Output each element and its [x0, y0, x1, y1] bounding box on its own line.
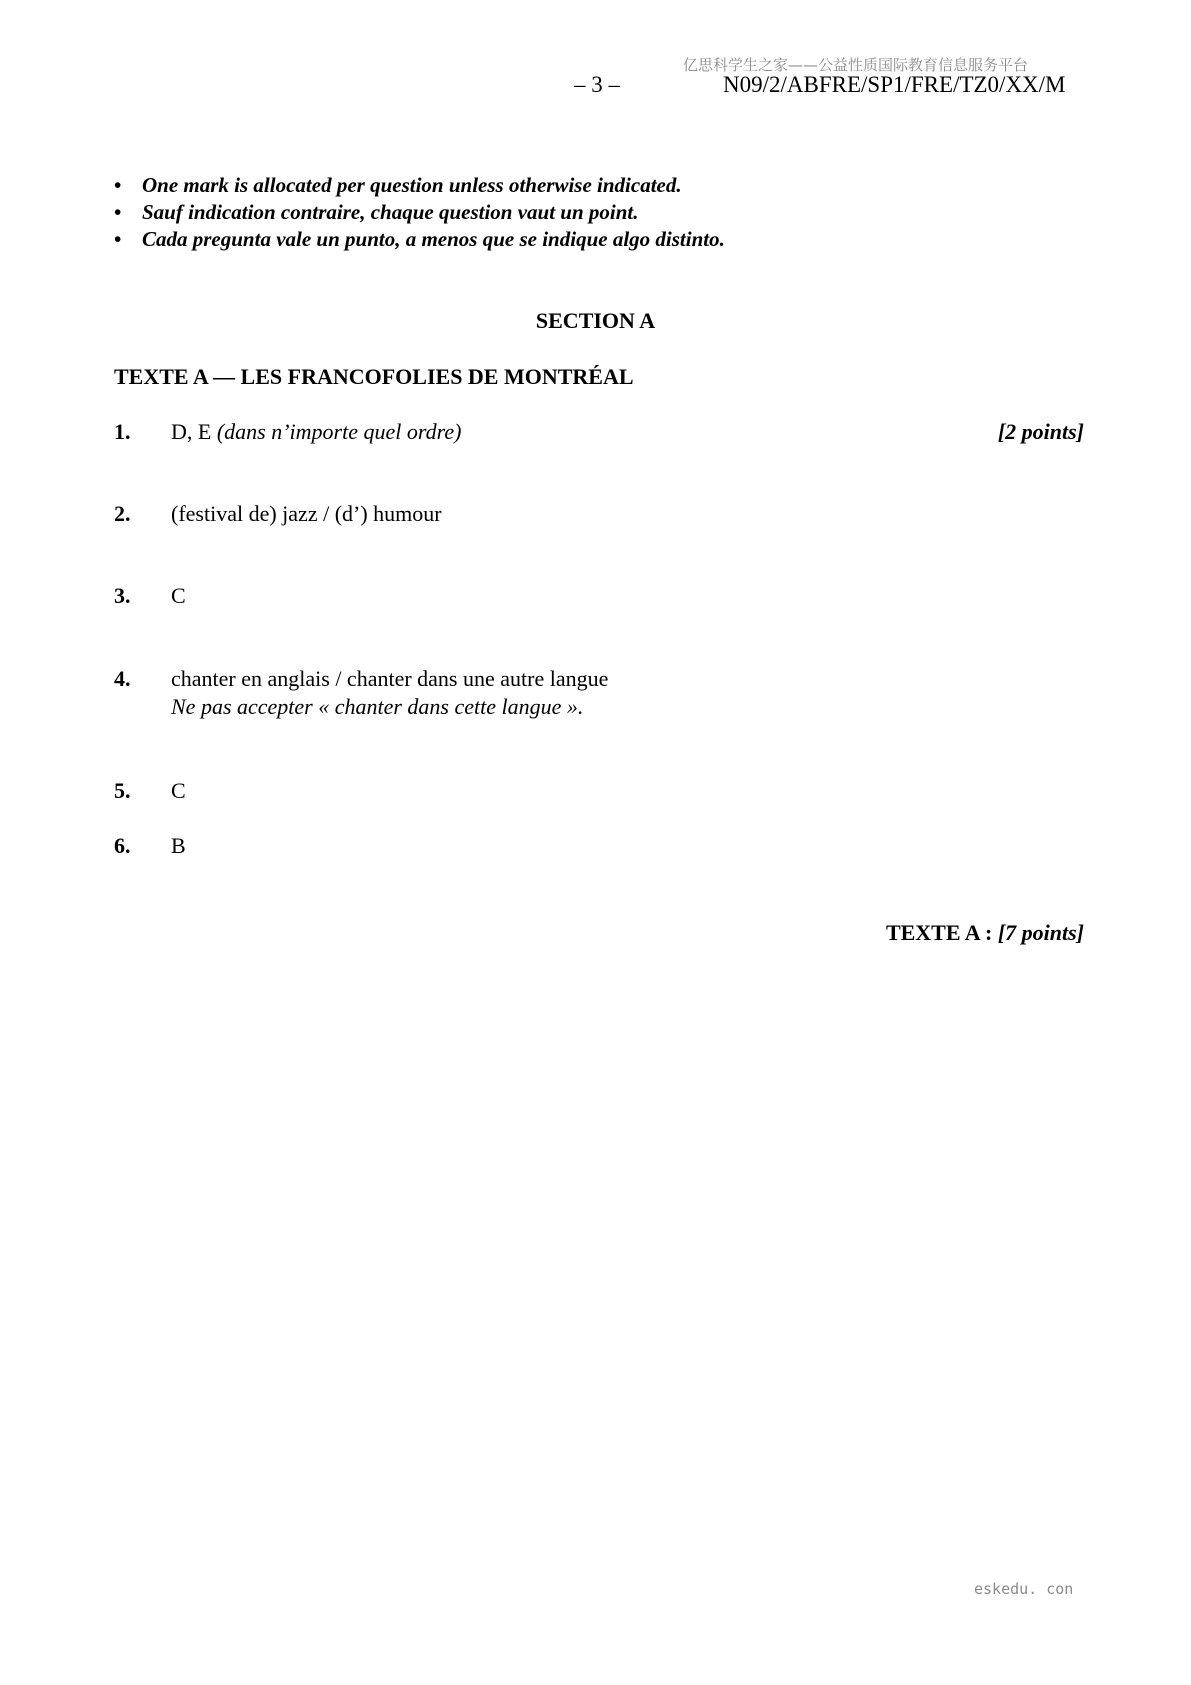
question-answer: C [171, 778, 186, 803]
question-number: 5. [114, 778, 131, 803]
note-text: Cada pregunta vale un punto, a menos que se indique algo distinto. [142, 227, 725, 251]
question-number: 3. [114, 583, 131, 608]
section-title: SECTION A [535, 308, 656, 333]
question-answer: (festival de) jazz / (d’) humour [171, 501, 442, 526]
total-value: [7 points] [997, 920, 1084, 945]
bullet-icon: • [114, 200, 122, 224]
note-item [112, 226, 725, 253]
note-text: Sauf indication contraire, chaque question vaut un point. [142, 200, 639, 224]
watermark-top: 亿思科学生之家——公益性质国际教育信息服务平台 [683, 56, 1029, 74]
question-answer: chanter en anglais / chanter dans une autre langue [171, 666, 609, 691]
text-title: TEXTE A — LES FRANCOFOLIES DE MONTRÉAL [114, 364, 634, 389]
page-number: – 3 – [574, 72, 620, 97]
watermark-bottom: eskedu. con [974, 1580, 1074, 1598]
note-item [112, 199, 725, 226]
question-number: 2. [114, 501, 131, 526]
bullet-icon: • [114, 173, 122, 197]
question-number: 1. [114, 419, 131, 444]
question-answer: C [171, 583, 186, 608]
marking-notes [112, 172, 725, 253]
question-number: 4. [114, 666, 131, 691]
note-text: One mark is allocated per question unless otherwise indicated. [142, 173, 682, 197]
question-note: Ne pas accepter « chanter dans cette langue ». [171, 694, 584, 719]
question-answer: D, E (dans n’importe quel ordre) [171, 419, 462, 444]
question-number: 6. [114, 833, 131, 858]
bullet-icon: • [114, 227, 122, 251]
document-code: N09/2/ABFRE/SP1/FRE/TZ0/XX/M [723, 72, 1066, 97]
text-total [886, 920, 1084, 946]
note-item [112, 172, 725, 199]
total-label: TEXTE A : [885, 920, 998, 945]
question-answer: B [171, 833, 186, 858]
question-points: [2 points] [997, 419, 1084, 444]
